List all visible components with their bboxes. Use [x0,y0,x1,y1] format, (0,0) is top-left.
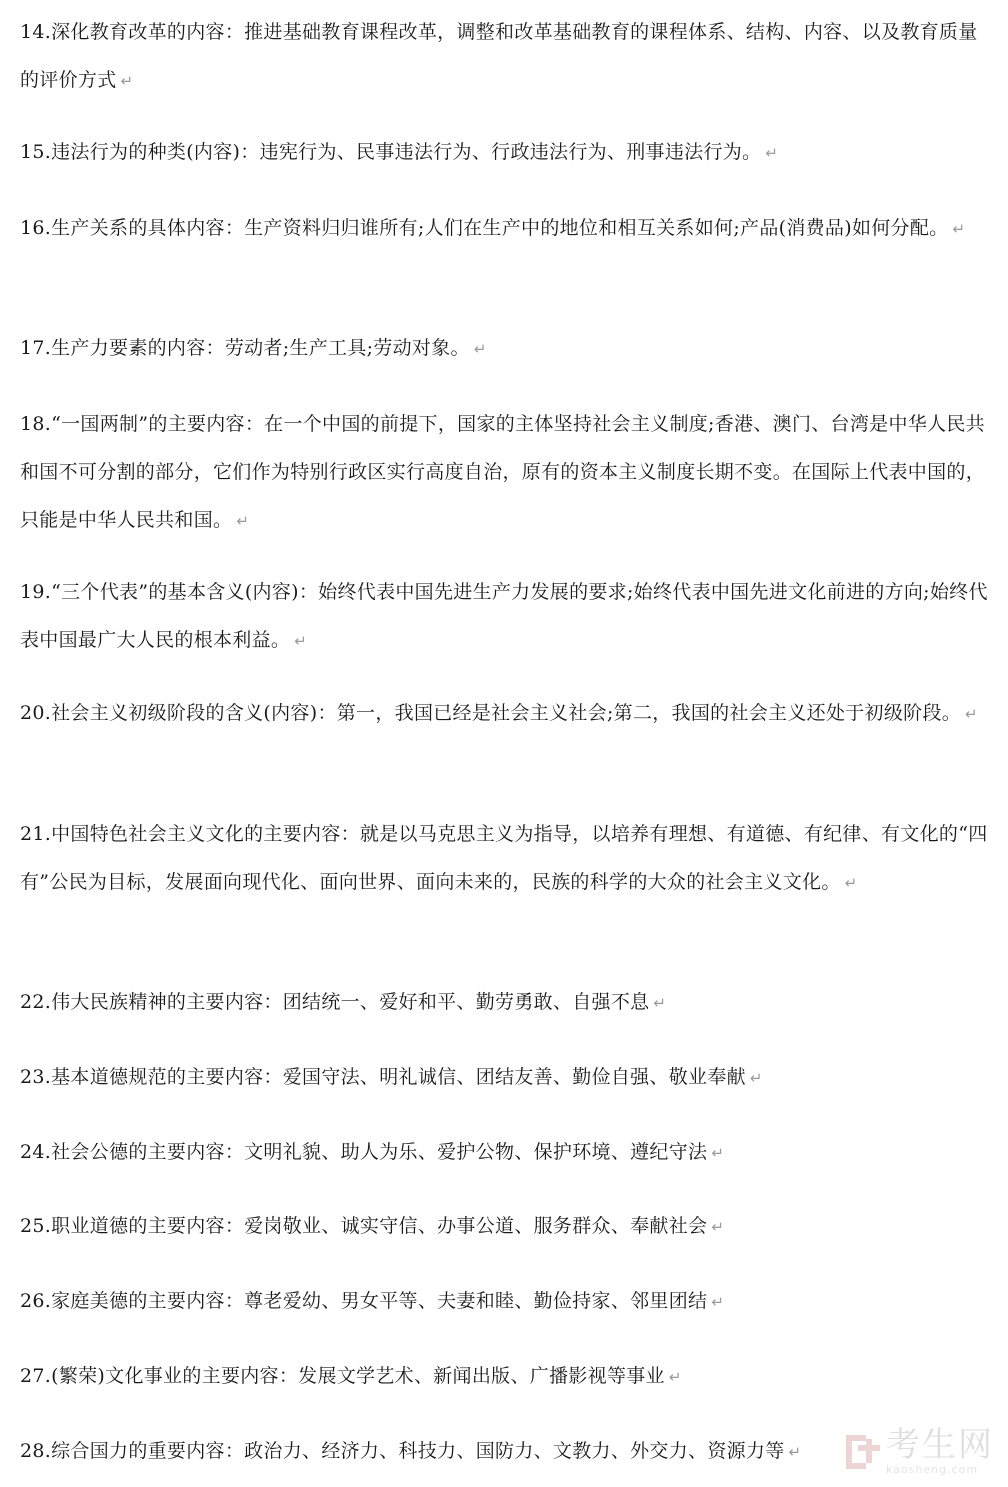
return-mark-icon: ↵ [765,144,779,162]
return-mark-icon: ↵ [844,874,858,892]
paragraph-17 [20,324,988,373]
paragraph-text: 15.违法行为的种类(内容)：违宪行为、民事违法行为、行政违法行为、刑事违法行为。 [20,141,762,163]
paragraph-text: 23.基本道德规范的主要内容：爱国守法、明礼诚信、团结友善、勤俭自强、敬业奉献 [20,1066,746,1088]
paragraph-23 [20,1053,988,1102]
paragraph-text: 24.社会公德的主要内容：文明礼貌、助人为乐、爱护公物、保护环境、遵纪守法 [20,1141,708,1163]
logo-mark-icon [846,1435,880,1469]
paragraph-14 [20,8,988,105]
watermark-logo [846,1425,994,1476]
paragraph-20 [20,689,988,738]
return-mark-icon: ↵ [788,1443,802,1461]
paragraph-text: 20.社会主义初级阶段的含义(内容)：第一，我国已经是社会主义社会;第二，我国的社会主义还处于初级阶段。 [20,702,962,724]
paragraph-22 [20,978,988,1027]
watermark-domain: kaosheng.com [886,1463,979,1476]
return-mark-icon: ↵ [711,1218,725,1236]
paragraph-text: 16.生产关系的具体内容：生产资料归归谁所有;人们在生产中的地位和相互关系如何;产品(消费品)如何分配。 [20,217,949,239]
paragraph-26 [20,1277,988,1326]
paragraph-18 [20,400,988,545]
return-mark-icon: ↵ [711,1144,725,1162]
return-mark-icon: ↵ [120,72,134,90]
paragraph-text: 21.中国特色社会主义文化的主要内容：就是以马克思主义为指导，以培养有理想、有道德、有纪律、有文化的“四有”公民为目标，发展面向现代化、面向世界、面向未来的，民族的科学的大众的社会主义文化。 [20,823,988,893]
paragraph-15 [20,128,988,177]
return-mark-icon: ↵ [668,1368,682,1386]
paragraph-21 [20,810,988,907]
paragraph-28 [20,1427,988,1476]
paragraph-text: 19.“三个代表”的基本含义(内容)：始终代表中国先进生产力发展的要求;始终代表中国先进文化前进的方向;始终代表中国最广大人民的根本利益。 [20,581,988,651]
paragraph-text: 14.深化教育改革的内容：推进基础教育课程改革，调整和改革基础教育的课程体系、结构、内容、以及教育质量的评价方式 [20,21,978,91]
paragraph-24 [20,1128,988,1177]
return-mark-icon: ↵ [236,512,250,530]
paragraph-text: 25.职业道德的主要内容：爱岗敬业、诚实守信、办事公道、服务群众、奉献社会 [20,1215,708,1237]
return-mark-icon: ↵ [965,705,978,723]
watermark-name: 考生网 [886,1425,994,1465]
paragraph-text: 27.(繁荣)文化事业的主要内容：发展文学艺术、新闻出版、广播影视等事业 [20,1365,665,1387]
return-mark-icon: ↵ [473,340,487,358]
paragraph-text: 18.“一国两制”的主要内容：在一个中国的前提下，国家的主体坚持社会主义制度;香港、澳门、台湾是中华人民共和国不可分割的部分，它们作为特别行政区实行高度自治，原有的资本主义制度长期不变。在国际上代表中国的，只能是中华人民共和国。 [20,413,986,531]
paragraph-16 [20,204,988,253]
paragraph-25 [20,1202,988,1251]
return-mark-icon: ↵ [749,1069,763,1087]
return-mark-icon: ↵ [294,632,308,650]
watermark-text [886,1425,994,1476]
return-mark-icon: ↵ [711,1293,725,1311]
paragraph-text: 28.综合国力的重要内容：政治力、经济力、科技力、国防力、文教力、外交力、资源力等 [20,1440,785,1462]
paragraph-text: 17.生产力要素的内容：劳动者;生产工具;劳动对象。 [20,337,470,359]
paragraph-27 [20,1352,988,1401]
return-mark-icon: ↵ [952,220,966,238]
paragraph-text: 26.家庭美德的主要内容：尊老爱幼、男女平等、夫妻和睦、勤俭持家、邻里团结 [20,1290,708,1312]
paragraph-19 [20,568,988,665]
paragraph-text: 22.伟大民族精神的主要内容：团结统一、爱好和平、勤劳勇敢、自强不息 [20,991,650,1013]
return-mark-icon: ↵ [653,994,667,1012]
